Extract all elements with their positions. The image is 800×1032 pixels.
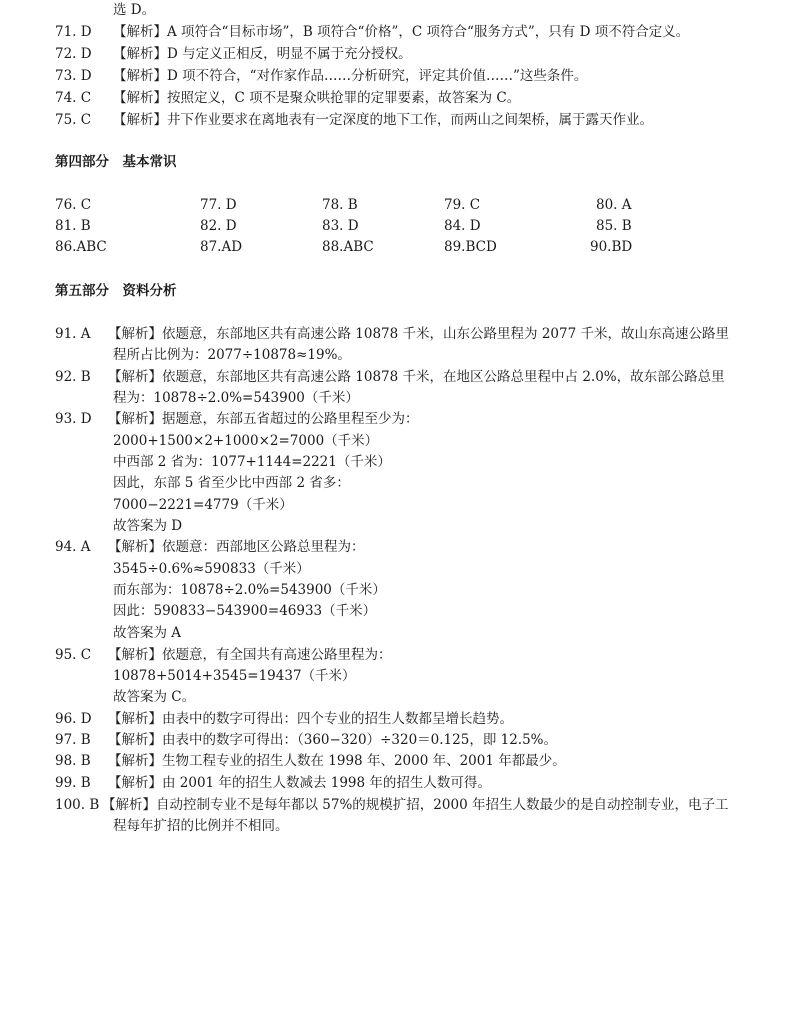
item-number: 73. D bbox=[55, 68, 92, 84]
item-explanation: 3545÷0.6%≈590833（千米） bbox=[113, 561, 310, 577]
item-explanation: 【解析】依题意，东部地区共有高速公路 10878 千米，在地区公路总里程中占 2.0%，故东部公路总里 bbox=[108, 369, 725, 385]
answer-cell: 81. B bbox=[55, 218, 91, 234]
item-explanation: 【解析】依题意：西部地区公路总里程为： bbox=[108, 539, 365, 555]
item-explanation: 【解析】由表中的数字可得出：（360−320）÷320＝0.125，即 12.5%。 bbox=[108, 732, 557, 748]
carry-over-text: 选 D。 bbox=[113, 2, 156, 18]
item-explanation: 程为：10878÷2.0%=543900（千米） bbox=[113, 390, 359, 406]
item-explanation: 程所占比例为：2077÷10878≈19%。 bbox=[113, 347, 351, 363]
item-number: 96. D bbox=[55, 711, 92, 727]
item-explanation: 故答案为 A bbox=[113, 625, 182, 641]
item-number: 72. D bbox=[55, 46, 92, 62]
answer-cell: 80. A bbox=[596, 197, 632, 213]
item-number: 94. A bbox=[55, 539, 91, 555]
answer-cell: 88.ABC bbox=[322, 239, 374, 255]
answer-cell: 84. D bbox=[444, 218, 481, 234]
item-explanation: 【解析】据题意，东部五省超过的公路里程至少为： bbox=[108, 411, 419, 427]
answer-cell: 77. D bbox=[200, 197, 237, 213]
answer-cell: 86.ABC bbox=[55, 239, 107, 255]
item-explanation: 故答案为 C。 bbox=[113, 689, 196, 705]
item-explanation: 【解析】生物工程专业的招生人数在 1998 年、2000 年、2001 年都最少。 bbox=[108, 753, 566, 769]
answer-cell: 78. B bbox=[322, 197, 358, 213]
answer-cell: 87.AD bbox=[200, 239, 243, 255]
section-heading-part4: 第四部分 基本常识 bbox=[55, 154, 177, 170]
answer-cell: 90.BD bbox=[590, 239, 633, 255]
item-explanation: 【解析】由 2001 年的招生人数减去 1998 年的招生人数可得。 bbox=[108, 775, 491, 791]
item-number: 93. D bbox=[55, 411, 92, 427]
section-heading-part5: 第五部分 资料分析 bbox=[55, 283, 177, 299]
answer-cell: 79. C bbox=[444, 197, 481, 213]
item-number: 100. B bbox=[55, 797, 100, 813]
item-explanation: 10878+5014+3545=19437（千米） bbox=[113, 668, 356, 684]
item-number: 98. B bbox=[55, 753, 91, 769]
answer-cell: 83. D bbox=[322, 218, 359, 234]
item-number: 75. C bbox=[55, 112, 92, 128]
item-explanation: 【解析】D 与定义正相反，明显不属于充分授权。 bbox=[113, 46, 412, 62]
item-explanation: 因此：590833−543900=46933（千米） bbox=[113, 603, 377, 619]
item-number: 92. B bbox=[55, 369, 91, 385]
item-explanation: 而东部为：10878÷2.0%=543900（千米） bbox=[113, 582, 386, 598]
item-explanation: 【解析】由表中的数字可得出：四个专业的招生人数都呈增长趋势。 bbox=[108, 711, 513, 727]
item-explanation: 【解析】依题意，有全国共有高速公路里程为： bbox=[108, 647, 392, 663]
item-explanation: 【解析】井下作业要求在离地表有一定深度的地下工作，而两山之间架桥，属于露天作业。 bbox=[113, 112, 653, 128]
item-explanation: 中西部 2 省为：1077+1144=2221（千米） bbox=[113, 454, 391, 470]
item-number: 91. A bbox=[55, 326, 91, 342]
answer-cell: 82. D bbox=[200, 218, 237, 234]
item-explanation: 【解析】D 项不符合，“对作家作品……分析研究，评定其价值……”这些条件。 bbox=[113, 68, 588, 84]
item-explanation: 【解析】自动控制专业不是每年都以 57%的规模扩招，2000 年招生人数最少的是自动控制专业，电子工 bbox=[102, 797, 729, 813]
item-number: 74. C bbox=[55, 90, 92, 106]
item-number: 95. C bbox=[55, 647, 92, 663]
answer-cell: 89.BCD bbox=[444, 239, 497, 255]
item-explanation: 故答案为 D bbox=[113, 518, 183, 534]
item-number: 99. B bbox=[55, 775, 91, 791]
item-explanation: 2000+1500×2+1000×2=7000（千米） bbox=[113, 433, 379, 449]
item-explanation: 【解析】A 项符合“目标市场”，B 项符合“价格”，C 项符合“服务方式”，只有 D 项不符合定义。 bbox=[113, 24, 690, 40]
item-explanation: 7000−2221=4779（千米） bbox=[113, 497, 293, 513]
item-number: 97. B bbox=[55, 732, 91, 748]
item-explanation: 【解析】依题意，东部地区共有高速公路 10878 千米，山东公路里程为 2077 千米，故山东高速公路里 bbox=[108, 326, 729, 342]
item-explanation: 【解析】按照定义，C 项不是聚众哄抢罪的定罪要素，故答案为 C。 bbox=[113, 90, 521, 106]
answer-cell: 85. B bbox=[596, 218, 632, 234]
item-explanation: 因此，东部 5 省至少比中西部 2 省多： bbox=[113, 475, 350, 491]
answer-cell: 76. C bbox=[55, 197, 92, 213]
item-explanation: 程每年扩招的比例并不相同。 bbox=[113, 818, 289, 834]
item-number: 71. D bbox=[55, 24, 92, 40]
